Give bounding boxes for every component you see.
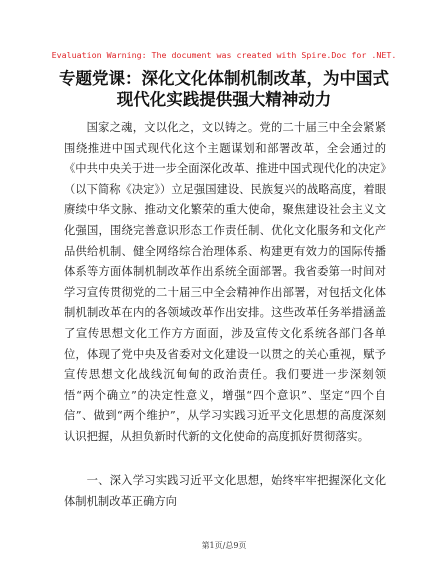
body-paragraph: 国家之魂，文以化之，文以铸之。党的二十届三中全会紧紧围绕推进中国式现代化这个主题谋划和部署改革，全会通过的《中共中央关于进一步全面深化改革、推进中国式现代化的决定》（以下简称《决定》）立足强国建设、民族复兴的战略高度，着眼赓续中华文脉、推动文化繁荣的重大使命，聚焦建设社会主义文化强国，围绕完善意识形态工作责任制、优化文化服务和文化产品供给机制、健全网络综合治理体系、构建更有效力的国际传播体系等方面体制机制改革作出系统全面部署。我省委第一时间对学习宣传贯彻党的二十届三中全会精神作出部署，对包括文化体制机制改革在内的各领域改革作出安排。这些改革任务举措涵盖了宣传思想文化工作方方面面，涉及宣传文化系统各部门各单位，体现了党中央及省委对文化建设一以贯之的关心重视，赋予宣传思想文化战线沉甸甸的政治责任。我们要进一步深刻领悟“两个确立”的决定性意义，增强“四个意识”、坚定“四个自信”、做到“两个维护”，从学习实践习近平文化思想的高度深刻认识把握，从担负新时代新的文化使命的高度抓好贯彻落实。: [64, 121, 386, 443]
page-footer: 第1页/总9页: [201, 541, 247, 550]
document-body: [64, 118, 386, 448]
document-title: 专题党课：深化文化体制机制改革，为中国式现代化实践提供强大精神动力: [59, 69, 389, 109]
evaluation-watermark: Evaluation Warning: The document was created with Spire.Doc for .NET.: [51, 50, 397, 60]
section-heading: 一、深入学习实践习近平文化思想，始终牢牢把握深化文化体制机制改革正确方向: [64, 474, 386, 508]
